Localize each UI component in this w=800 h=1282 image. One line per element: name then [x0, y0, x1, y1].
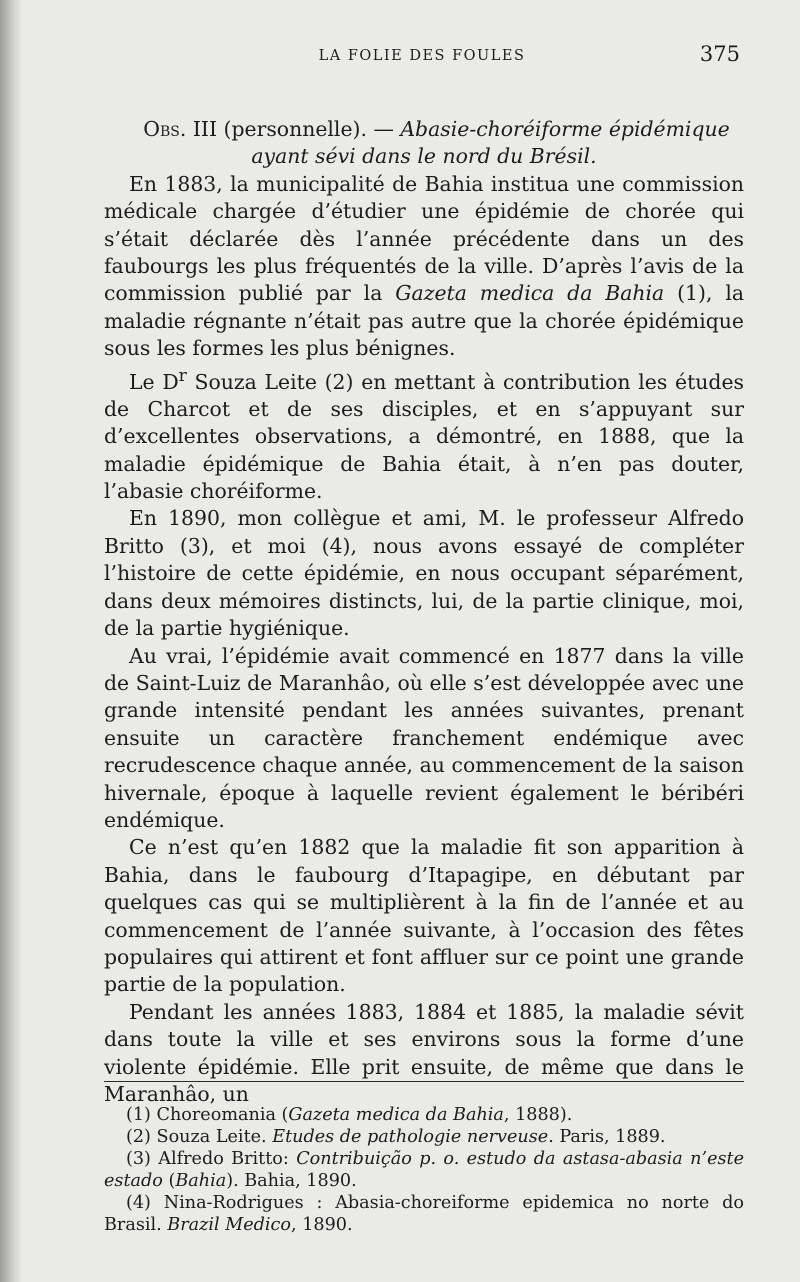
footnote-4	[104, 1192, 744, 1236]
page-header	[0, 42, 800, 72]
footnote-2	[104, 1126, 744, 1148]
paragraph-2	[104, 363, 744, 506]
footnote-1	[104, 1104, 744, 1126]
footnote-1-text-b: , 1888).	[503, 1105, 573, 1125]
footnote-3-title: Contribuição p. o. estudo da astasa-abasia n’este estado	[104, 1149, 744, 1191]
observation-title-line1: Abasie-choréiforme épidémique	[400, 117, 730, 141]
paragraph-2-superscript: r	[178, 365, 187, 386]
footnote-3-text-b: (	[162, 1171, 176, 1191]
footnote-4-title: Brazil Medico	[167, 1215, 292, 1235]
paragraph-1-text-b: (1), la maladie régnante n’était pas autre que la chorée épidémique sous les formes les plus bénignes.	[104, 281, 745, 361]
observation-dash: —	[366, 117, 401, 141]
page-number: 375	[699, 42, 740, 66]
footnotes	[104, 1104, 744, 1236]
observation-label: Obs. III	[143, 117, 218, 141]
paragraph-1-journal: Gazeta medica da Bahia	[395, 281, 665, 306]
paragraph-2-text-a: Le D	[129, 369, 179, 394]
observation-qualifier: (personnelle).	[223, 117, 367, 141]
footnote-4-text-b: , 1890.	[291, 1215, 353, 1235]
paragraph-1	[104, 171, 744, 363]
footnote-3-place: Bahia	[175, 1171, 227, 1191]
paragraph-1-text-a: En 1883, la municipalité de Bahia institua une commission médicale chargée d’étudier une épidémie de chorée qui s’était déclarée dès l’année précédente dans un des faubourgs les plus fréquentés de la ville. D’après l’avis de la commission publié par la	[104, 171, 744, 306]
paragraph-4: Au vrai, l’épidémie avait commencé en 1877 dans la ville de Saint-Luiz de Maranhâo, où elle s’est développée avec une grande intensité pendant les années suivantes, prenant ensuite un caractère franchement endémique avec recrudescence chaque année, au commencement de la saison hivernale, époque à laquelle revient également le béribéri endémique.	[104, 643, 744, 832]
footnote-1-text-a: (1) Choreomania (	[126, 1105, 289, 1125]
footnote-3	[104, 1148, 744, 1192]
footnote-1-title: Gazeta medica da Bahia	[288, 1105, 504, 1125]
footnote-2-text-a: (2) Souza Leite.	[126, 1127, 273, 1147]
body-text	[104, 116, 744, 1108]
running-title: LA FOLIE DES FOULES	[318, 48, 526, 64]
observation-title-line2: ayant sévi dans le nord du Brésil.	[251, 144, 597, 169]
paragraph-2-text-b: Souza Leite (2) en mettant à contribution les études de Charcot et de ses disciples, et en s’appuyant sur d’excellentes observations, a démontré, en 1888, que la maladie épidémique de Bahia était, à n’en pas douter, l’abasie choréiforme.	[104, 369, 744, 504]
paragraph-5: Ce n’est qu’en 1882 que la maladie fit son apparition à Bahia, dans le faubourg d’Itapagipe, en débutant par quelques cas qui se multiplièrent à la fin de l’année et au commencement de l’année suivante, à l’occasion des fêtes populaires qui attirent et font affluer sur ce point une grande partie de la population.	[104, 835, 744, 997]
footnote-2-text-b: . Paris, 1889.	[548, 1127, 666, 1147]
footnote-3-text-c: ). Bahia, 1890.	[226, 1171, 357, 1191]
footnote-2-title: Etudes de pathologie nerveuse	[272, 1127, 549, 1147]
footnote-3-text-a: (3) Alfredo Britto:	[126, 1149, 297, 1169]
observation-heading	[104, 116, 744, 171]
footnote-rule	[104, 1081, 744, 1082]
paragraph-3: En 1890, mon collègue et ami, M. le professeur Alfredo Britto (3), et moi (4), nous avons essayé de compléter l’histoire de cette épidémie, en nous occupant séparément, dans deux mémoires distincts, lui, de la partie clinique, moi, de la partie hygiénique.	[104, 506, 744, 641]
footnote-4-text-a: (4) Nina-Rodrigues : Abasia-choreiforme epidemica no norte do Brasil.	[104, 1193, 744, 1235]
paragraph-6: Pendant les années 1883, 1884 et 1885, la maladie sévit dans toute la ville et ses environs sous la forme d’une violente épidémie. Elle prit ensuite, de même que dans le Maranhâo, un	[104, 999, 744, 1107]
page-gutter-shadow	[0, 0, 22, 1282]
